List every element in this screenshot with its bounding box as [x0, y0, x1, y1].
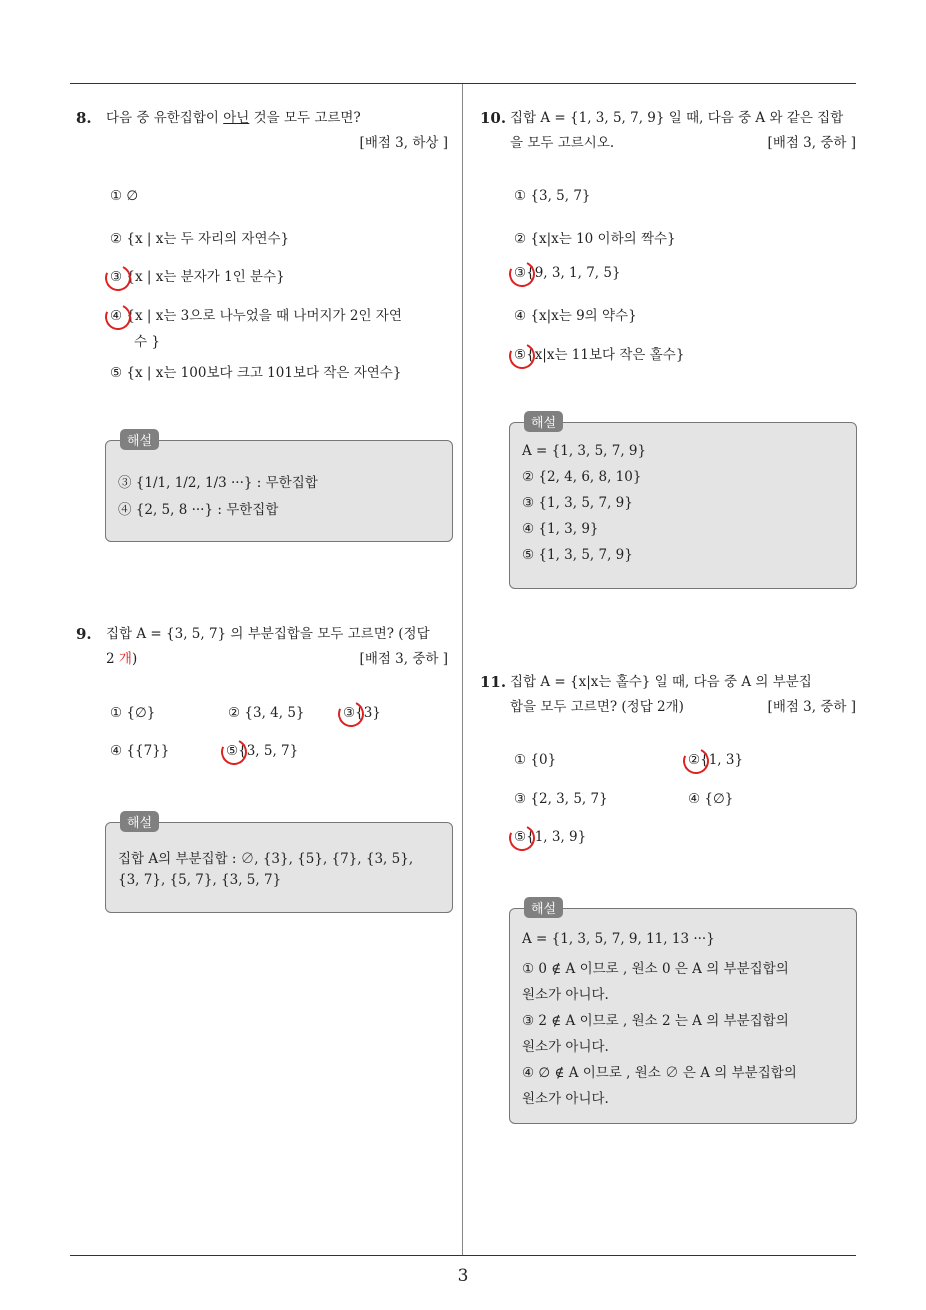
explanation-line: 집합 A의 부분집합 : ∅, {3}, {5}, {7}, {3, 5},	[118, 851, 414, 867]
explanation-line: {3, 7}, {5, 7}, {3, 5, 7}	[118, 872, 282, 888]
selected-mark-icon: ⑤	[514, 829, 526, 845]
top-rule	[70, 83, 856, 84]
explanation-line: ① 0 ∉ A 이므로 , 원소 0 은 A 의 부분집합의	[522, 961, 789, 977]
page-number: 3	[457, 1266, 469, 1286]
option-2[interactable]: ② {x|x는 10 이하의 짝수}	[514, 231, 676, 247]
explanation-line: A = {1, 3, 5, 7, 9, 11, 13 ···}	[522, 931, 715, 947]
points-label: [배점 3, 하상 ]	[359, 135, 448, 151]
explanation-line: 원소가 아니다.	[522, 1039, 609, 1055]
explanation-box	[105, 434, 453, 542]
question-number: 9.	[76, 625, 92, 643]
question-9	[76, 622, 448, 672]
selected-mark-icon: ⑤	[226, 743, 238, 759]
explanation-line: ② {2, 4, 6, 8, 10}	[522, 469, 642, 485]
explanation-line: 원소가 아니다.	[522, 987, 609, 1003]
selected-mark-icon: ③	[110, 269, 122, 285]
explanation-line: ③ {1, 3, 5, 7, 9}	[522, 495, 633, 511]
explanation-line: ④ ∅ ∉ A 이므로 , 원소 ∅ 은 A 의 부분집합의	[522, 1065, 797, 1081]
explanation-line: ③ 2 ∉ A 이므로 , 원소 2 는 A 의 부분집합의	[522, 1013, 789, 1029]
column-divider	[462, 84, 463, 1256]
option-4[interactable]: ④ {{7}}	[110, 743, 170, 759]
points-label: [배점 3, 중하 ]	[359, 651, 448, 667]
option-5[interactable]: ⑤{x|x는 11보다 작은 홀수}	[514, 343, 684, 363]
selected-mark-icon: ⑤	[514, 347, 526, 363]
option-4-cont: 수 }	[134, 334, 160, 350]
points-label: [배점 3, 중하 ]	[767, 699, 856, 715]
option-1[interactable]: ① ∅	[110, 188, 139, 204]
option-4[interactable]: ④ {x|x는 9의 약수}	[514, 308, 637, 324]
explanation-box	[509, 416, 857, 589]
option-3[interactable]: ③{3}	[343, 705, 381, 721]
option-2[interactable]: ②{1, 3}	[688, 752, 743, 768]
selected-mark-icon: ②	[688, 752, 700, 768]
option-3[interactable]: ③ {x | x는 분자가 1인 분수}	[110, 265, 285, 285]
answer-count: 2 개)	[106, 651, 138, 667]
option-5[interactable]: ⑤{3, 5, 7}	[226, 743, 298, 759]
question-text: 을 모두 고르시오.	[510, 135, 615, 151]
explanation-label: 해설	[524, 411, 563, 432]
question-text: 집합 A = {x|x는 홀수} 일 때, 다음 중 A 의 부분집	[510, 674, 812, 690]
selected-mark-icon: ③	[343, 705, 355, 721]
question-10	[480, 106, 856, 156]
explanation-label: 해설	[524, 897, 563, 918]
selected-mark-icon: ④	[110, 308, 122, 324]
explanation-line: ④ {2, 5, 8 ···} : 무한집합	[118, 502, 279, 518]
question-number: 8.	[76, 109, 92, 127]
option-5[interactable]: ⑤{1, 3, 9}	[514, 829, 586, 845]
option-1[interactable]: ① {0}	[514, 752, 557, 768]
option-3[interactable]: ③ {2, 3, 5, 7}	[514, 791, 608, 807]
bottom-rule	[70, 1255, 856, 1256]
question-8	[76, 106, 448, 156]
selected-mark-icon: ③	[514, 265, 526, 281]
explanation-label: 해설	[120, 811, 159, 832]
explanation-line: ⑤ {1, 3, 5, 7, 9}	[522, 547, 633, 563]
option-1[interactable]: ① {3, 5, 7}	[514, 188, 591, 204]
option-2[interactable]: ② {x | x는 두 자리의 자연수}	[110, 231, 290, 247]
explanation-line: ③ {1/1, 1/2, 1/3 ···} : 무한집합	[118, 475, 318, 491]
question-text: 집합 A = {1, 3, 5, 7, 9} 일 때, 다음 중 A 와 같은 집합	[510, 110, 844, 126]
option-4[interactable]: ④ {x | x는 3으로 나누었을 때 나머지가 2인 자연	[110, 304, 402, 324]
question-number: 11.	[480, 673, 507, 691]
question-number: 10.	[480, 109, 507, 127]
question-text: 합을 모두 고르면? (정답 2개)	[510, 699, 684, 715]
option-1[interactable]: ① {∅}	[110, 705, 156, 721]
question-text: 다음 중 유한집합이 아닌 것을 모두 고르면?	[106, 110, 361, 126]
option-3[interactable]: ③{9, 3, 1, 7, 5}	[514, 265, 621, 281]
explanation-label: 해설	[120, 429, 159, 450]
explanation-line: 원소가 아니다.	[522, 1091, 609, 1107]
option-2[interactable]: ② {3, 4, 5}	[228, 705, 305, 721]
explanation-box	[105, 816, 453, 913]
points-label: [배점 3, 중하 ]	[767, 135, 856, 151]
question-text: 집합 A = {3, 5, 7} 의 부분집합을 모두 고르면? (정답	[106, 626, 430, 642]
explanation-line: ④ {1, 3, 9}	[522, 521, 599, 537]
option-5[interactable]: ⑤ {x | x는 100보다 크고 101보다 작은 자연수}	[110, 365, 402, 381]
question-11	[480, 670, 856, 720]
option-4[interactable]: ④ {∅}	[688, 791, 734, 807]
explanation-line: A = {1, 3, 5, 7, 9}	[522, 443, 647, 459]
explanation-box	[509, 902, 857, 1124]
